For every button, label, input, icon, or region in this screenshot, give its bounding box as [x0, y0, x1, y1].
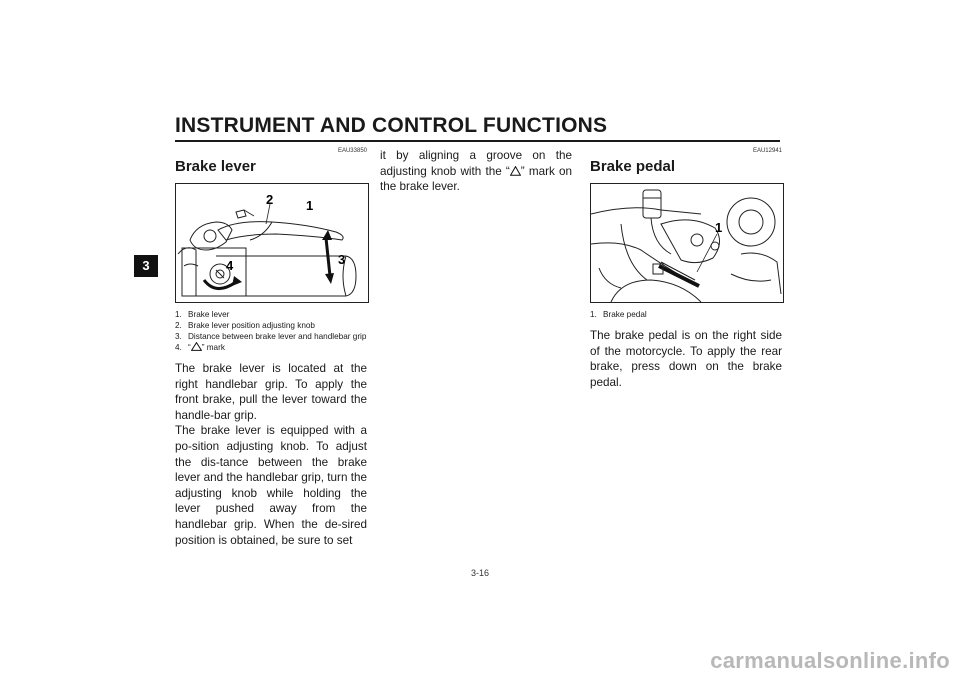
caption-item [590, 309, 782, 320]
section-heading: Brake pedal [590, 158, 676, 175]
caption-number: 1. [590, 310, 597, 319]
brake-pedal-illustration [590, 183, 784, 303]
caption-text: Brake lever [188, 310, 230, 319]
triangle-mark-icon [510, 166, 521, 176]
caption-number: 2. [175, 321, 182, 330]
figure-captions [590, 309, 782, 320]
caption-number: 1. [175, 310, 182, 319]
figure-captions [175, 309, 367, 353]
figure-label-1: 1 [306, 198, 314, 213]
brake-lever-paragraph-2: The brake lever is equipped with a po-sition adjusting knob. To adjust the dis-tance between the brake lever and the handlebar grip, turn the adjusting knob while holding the lever pushed away from the handlebar grip. When the de-sired position is obtained, be sure to set [175, 424, 367, 547]
continuation-paragraph [380, 148, 572, 195]
figure-label-4: 4 [226, 258, 234, 273]
figure-label-1: 1 [715, 220, 723, 235]
caption-item [175, 331, 367, 342]
watermark: carmanualsonline.info [710, 648, 950, 673]
caption-text: Distance between brake lever and handlebar grip [188, 332, 367, 341]
header-rule [175, 140, 780, 142]
figure-label-3: 3 [338, 252, 346, 267]
caption-text: Brake pedal [603, 310, 647, 319]
section-code: EAU33850 [337, 148, 367, 154]
brake-lever-section [175, 148, 367, 548]
continuation-text-start: it by aligning a groove on the adjusting knob with the “ [380, 149, 572, 178]
caption-number: 4. [175, 343, 182, 352]
figure-label-2: 2 [266, 192, 274, 207]
chapter-tab: 3 [134, 255, 158, 277]
brake-lever-paragraph-1: The brake lever is located at the right handlebar grip. To apply the front brake, pull the lever toward the handle-bar grip. [175, 362, 367, 422]
page-number: 3-16 [470, 568, 489, 578]
caption-item [175, 320, 367, 331]
page-title: INSTRUMENT AND CONTROL FUNCTIONS [175, 114, 608, 137]
caption-item [175, 342, 367, 353]
caption-close-quote: ” mark [201, 343, 225, 352]
brake-pedal-section [590, 148, 782, 390]
brake-lever-illustration [175, 183, 369, 303]
brake-pedal-paragraph: The brake pedal is on the right side of the motorcycle. To apply the rear brake, press down on the brake pedal. [590, 329, 782, 389]
caption-item [175, 309, 367, 320]
triangle-mark-icon [191, 342, 202, 351]
section-code: EAU12941 [752, 148, 782, 154]
continuation-section [380, 148, 572, 195]
caption-open-quote: “ [188, 343, 191, 352]
section-heading: Brake lever [175, 158, 256, 175]
caption-text: Brake lever position adjusting knob [188, 321, 315, 330]
caption-number: 3. [175, 332, 182, 341]
continuation-text-end: ” mark on the brake lever. [380, 164, 573, 194]
